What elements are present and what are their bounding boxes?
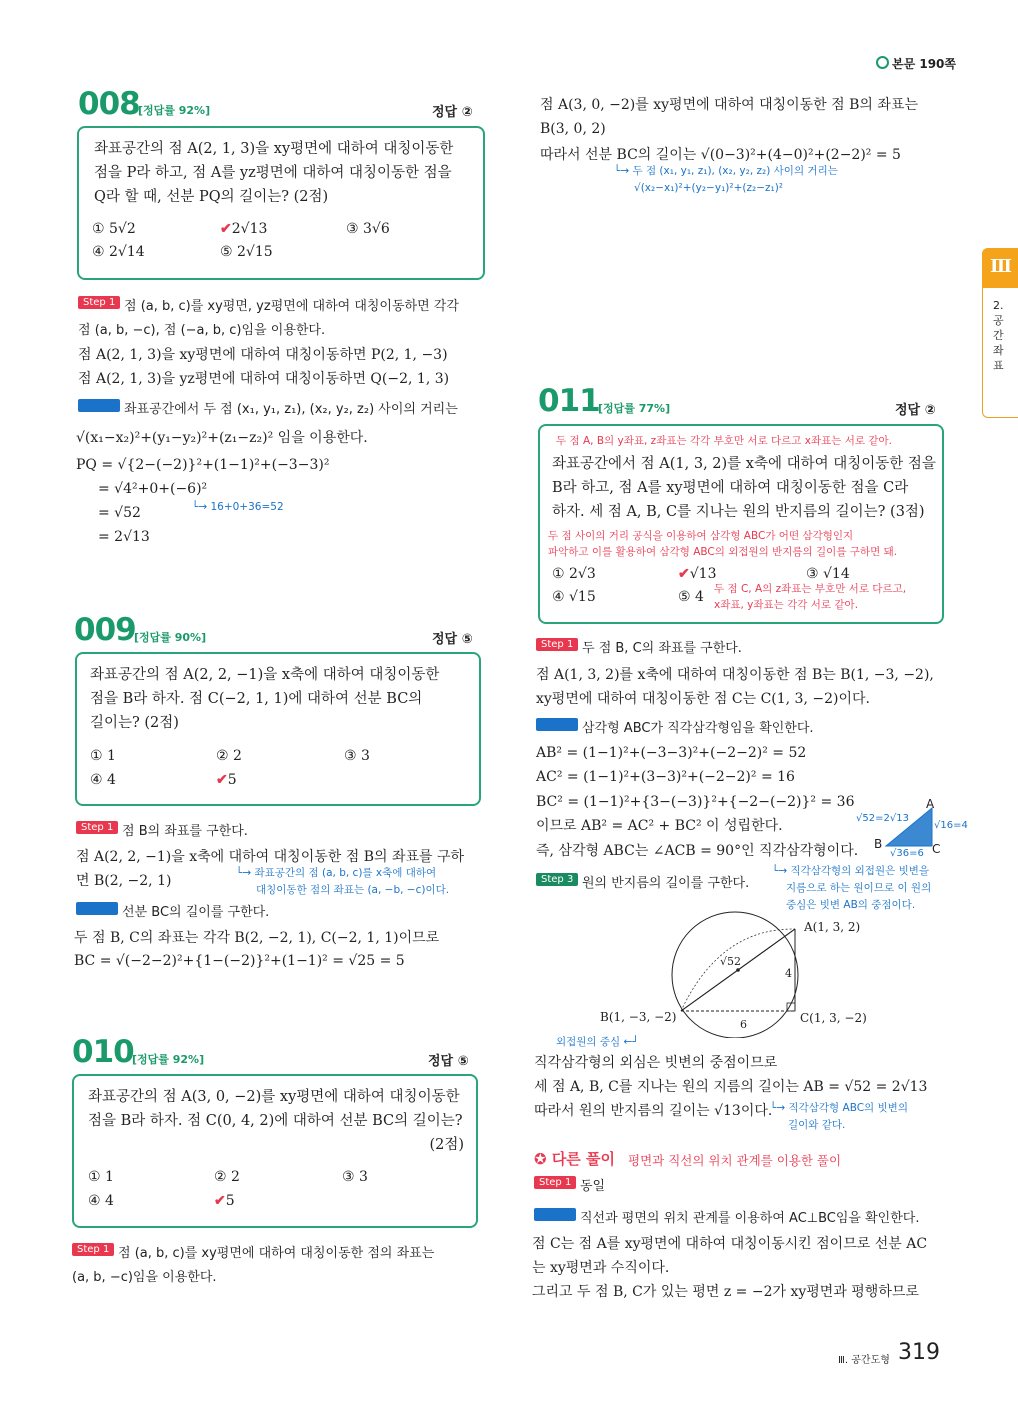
- choice-3[interactable]: ③ √14: [806, 566, 850, 582]
- point-b-label: B(1, −3, −2): [600, 1010, 677, 1024]
- choice-3[interactable]: ③ 3√6: [346, 221, 390, 237]
- choice-4[interactable]: ④ √15: [552, 589, 596, 605]
- side-label-ac: √16=4: [934, 820, 968, 831]
- choice-1[interactable]: ① 2√3: [552, 566, 596, 582]
- step-label: Step 1: [72, 1243, 114, 1256]
- side-label-bc: √36=6: [890, 848, 924, 859]
- circle-icon: [876, 56, 889, 69]
- solution-line: = 2√13: [98, 529, 150, 545]
- page-ref: 본문 190쪽: [876, 55, 956, 72]
- chapter-number: Ⅲ: [990, 256, 1012, 277]
- check-icon: ✔: [678, 566, 690, 582]
- solution-line: 따라서 선분 BC의 길이는 √(0−3)²+(4−0)²+(2−2)² = 5: [540, 147, 901, 163]
- step-title: 점 (a, b, c)를 xy평면에 대하여 대칭이동한 점의 좌표는: [118, 1246, 435, 1261]
- correct-rate: [정답률 90%]: [134, 631, 207, 644]
- side-note: 외접원의 중심 ←┘: [556, 1036, 639, 1048]
- step-label: Step 2: [76, 902, 118, 915]
- question-text: 좌표공간의 점 A(2, 2, −1)을 x축에 대하여 대칭이동한 점을 B라 하자. 점 C(−2, 1, 1)에 대하여 선분 BC의 길이는? (2점): [90, 667, 440, 731]
- solution-line: AC² = (1−1)²+(3−3)²+(−2−2)² = 16: [536, 769, 795, 785]
- step-title: 원의 반지름의 길이를 구한다.: [582, 876, 750, 891]
- side-label-ab: √52=2√13: [856, 813, 909, 824]
- check-icon: ✔: [214, 1193, 226, 1209]
- side-ab-label: √52: [720, 955, 742, 968]
- choice-5[interactable]: ⑤ 2√15: [220, 244, 273, 260]
- correct-rate: [정답률 92%]: [132, 1053, 205, 1066]
- choice-4[interactable]: ④ 4: [90, 772, 116, 788]
- choice-3[interactable]: ③ 3: [342, 1169, 368, 1185]
- answer: 정답 ②: [895, 403, 936, 418]
- solution-line: BC² = (1−1)²+{3−(−3)}²+{−2−(−2)}² = 36: [536, 794, 855, 810]
- step-label: Step 2: [534, 1208, 576, 1221]
- side-ac-label: 4: [785, 967, 792, 980]
- choice-2[interactable]: ✔√13: [678, 566, 717, 582]
- hint-note: 파악하고 이를 활용하여 삼각형 ABC의 외접원의 반지름의 길이를 구하면 돼.: [548, 546, 898, 558]
- alt-solution-title: ✪ 다른 풀이: [534, 1150, 615, 1168]
- question-text: 좌표공간의 점 A(3, 0, −2)를 xy평면에 대하여 대칭이동한 점을 B라 하자. 점 C(0, 4, 2)에 대하여 선분 BC의 길이는? (2점): [88, 1089, 464, 1153]
- side-note: 길이와 같다.: [788, 1119, 846, 1131]
- question-text: 좌표공간의 점 A(2, 1, 3)을 xy평면에 대하여 대칭이동한 점을 P라 하고, 점 A를 yz평면에 대하여 대칭이동한 점을 Q라 할 때, 선분 PQ의 길이는? (2점): [94, 141, 454, 205]
- step-title: 두 점 B, C의 좌표를 구한다.: [582, 641, 742, 656]
- step-label: Step 1: [76, 821, 118, 834]
- choice-3[interactable]: ③ 3: [344, 748, 370, 764]
- solution-line: 두 점 B, C의 좌표는 각각 B(2, −2, 1), C(−2, 1, 1)이므로: [74, 930, 440, 946]
- solution-line: PQ = √{2−(−2)}²+(1−1)²+(−3−3)²: [76, 457, 330, 473]
- solution-line: 즉, 삼각형 ABC는 ∠ACB = 90°인 직각삼각형이다.: [536, 843, 859, 859]
- side-bc-label: 6: [740, 1018, 747, 1031]
- solution-line: = √52: [98, 505, 141, 521]
- solution-line: BC = √(−2−2)²+{1−(−2)}²+(1−1)² = √25 = 5: [74, 953, 405, 969]
- solution-line: 점 A(2, 1, 3)을 xy평면에 대하여 대칭이동하면 P(2, 1, −3): [78, 347, 448, 363]
- choice-2[interactable]: ✔2√13: [220, 221, 268, 237]
- solution-line: 점 C는 점 A를 xy평면에 대하여 대칭이동시킨 점이므로 선분 AC: [532, 1236, 928, 1252]
- solution-line: xy평면에 대하여 대칭이동한 점 C는 C(1, 3, −2)이다.: [536, 691, 870, 707]
- choice-1[interactable]: ① 5√2: [92, 221, 136, 237]
- side-note: └→ 두 점 (x₁, y₁, z₁), (x₂, y₂, z₂) 사이의 거리는: [614, 165, 838, 177]
- choice-4[interactable]: ④ 4: [88, 1193, 114, 1209]
- correct-rate: [정답률 77%]: [598, 402, 671, 415]
- step-title-cont: (a, b, −c)임을 이용한다.: [72, 1270, 217, 1285]
- choice-5[interactable]: ⑤ 4: [678, 589, 704, 605]
- side-note: 지름으로 하는 원이므로 이 원의: [786, 882, 932, 894]
- section-label: 2. 공간좌표: [993, 299, 1004, 372]
- choice-1[interactable]: ① 1: [90, 748, 116, 764]
- solution-line: 면 B(2, −2, 1): [76, 873, 172, 889]
- step-label: Step 2: [78, 399, 120, 412]
- solution-line: 따라서 원의 반지름의 길이는 √13이다.: [534, 1103, 773, 1119]
- solution-line: 점 A(2, 1, 3)을 yz평면에 대하여 대칭이동하면 Q(−2, 1, 3): [78, 371, 450, 387]
- hint-note: 두 점 A, B의 y좌표, z좌표는 각각 부호만 서로 다르고 x좌표는 서로 같아.: [556, 435, 892, 447]
- solution-line: AB² = (1−1)²+(−3−3)²+(−2−2)² = 52: [536, 745, 807, 761]
- choice-2[interactable]: ② 2: [216, 748, 242, 764]
- hint-note: 두 점 사이의 거리 공식을 이용하여 삼각형 ABC가 어떤 삼각형인지: [548, 530, 854, 542]
- side-note: √(x₂−x₁)²+(y₂−y₁)²+(z₂−z₁)²: [634, 182, 784, 194]
- answer: 정답 ⑤: [428, 1054, 469, 1069]
- step-label: Step 2: [536, 718, 578, 731]
- solution-line: 점 A(1, 3, 2)를 x축에 대하여 대칭이동한 점 B는 B(1, −3, −2),: [536, 667, 934, 683]
- solution-line: B(3, 0, 2): [540, 121, 606, 137]
- side-note: 중심은 빗변 AB의 중점이다.: [786, 899, 916, 911]
- vertex-a: A: [926, 797, 935, 811]
- step-title: 선분 BC의 길이를 구한다.: [122, 905, 270, 920]
- solution-line: 세 점 A, B, C를 지나는 원의 지름의 길이는 AB = √52 = 2√13: [534, 1079, 928, 1095]
- vertex-c: C: [932, 842, 941, 856]
- choice-4[interactable]: ④ 2√14: [92, 244, 145, 260]
- step-title-cont: 점 (a, b, −c), 점 (−a, b, c)임을 이용한다.: [78, 323, 326, 338]
- side-note: └→ 좌표공간의 점 (a, b, c)를 x축에 대하여: [236, 867, 437, 879]
- choice-2[interactable]: ② 2: [214, 1169, 240, 1185]
- choice-5[interactable]: ✔5: [214, 1193, 235, 1209]
- step-title: 직선과 평면의 위치 관계를 이용하여 AC⊥BC임을 확인한다.: [580, 1211, 920, 1226]
- solution-line: 이므로 AB² = AC² + BC² 이 성립한다.: [536, 818, 783, 834]
- solution-line: 그리고 두 점 B, C가 있는 평면 z = −2가 xy평면과 평행하므로: [532, 1284, 919, 1300]
- footer-chapter: Ⅲ. 공간도형: [838, 1355, 890, 1366]
- side-note: └→ 직각삼각형 ABC의 빗변의: [770, 1102, 908, 1114]
- step-label: Step 1: [78, 296, 120, 309]
- page-number: 319: [898, 1340, 940, 1365]
- star-icon: ✪: [534, 1150, 547, 1168]
- solution-line: 는 xy평면과 수직이다.: [532, 1260, 670, 1276]
- answer: 정답 ②: [432, 105, 473, 120]
- solution-line: 점 A(2, 2, −1)을 x축에 대하여 대칭이동한 점 B의 좌표를 구하: [76, 849, 465, 865]
- vertex-b: B: [874, 837, 883, 851]
- step-label: Step 1: [534, 1176, 576, 1189]
- step-title: 동일: [580, 1179, 606, 1194]
- point-a-label: A(1, 3, 2): [804, 920, 861, 934]
- side-note: └→ 직각삼각형의 외접원은 빗변을: [772, 865, 930, 877]
- question-number: 011: [538, 383, 600, 419]
- alt-solution-sub: 평면과 직선의 위치 관계를 이용한 풀이: [628, 1153, 842, 1168]
- solution-line: 점 A(3, 0, −2)를 xy평면에 대하여 대칭이동한 점 B의 좌표는: [540, 97, 918, 113]
- point-c-label: C(1, 3, −2): [800, 1011, 867, 1025]
- check-icon: ✔: [216, 772, 228, 788]
- answer: 정답 ⑤: [432, 632, 473, 647]
- step-label: Step 1: [536, 638, 578, 651]
- choice-5[interactable]: ✔5: [216, 772, 237, 788]
- question-number: 009: [74, 612, 136, 648]
- step-label: Step 3: [536, 873, 578, 886]
- correct-rate: [정답률 92%]: [138, 104, 211, 117]
- step-title: 점 B의 좌표를 구한다.: [122, 824, 248, 839]
- hint-note: 두 점 C, A의 z좌표는 부호만 서로 다르고,: [714, 583, 907, 595]
- step-title: 좌표공간에서 두 점 (x₁, y₁, z₁), (x₂, y₂, z₂) 사이의 거리는: [124, 402, 458, 417]
- check-icon: ✔: [220, 221, 232, 237]
- hint-note: x좌표, y좌표는 각각 서로 같아.: [714, 599, 859, 611]
- choice-1[interactable]: ① 1: [88, 1169, 114, 1185]
- solution-line: 직각삼각형의 외심은 빗변의 중점이므로: [534, 1055, 778, 1071]
- question-number: 010: [72, 1034, 134, 1070]
- side-note: └→ 16+0+36=52: [192, 501, 284, 513]
- step-title: 점 (a, b, c)를 xy평면, yz평면에 대하여 대칭이동하면 각각: [124, 299, 459, 314]
- step-title: 삼각형 ABC가 직각삼각형임을 확인한다.: [582, 721, 814, 736]
- solution-line: √(x₁−x₂)²+(y₁−y₂)²+(z₁−z₂)² 임을 이용한다.: [76, 430, 368, 446]
- side-note: 대칭이동한 점의 좌표는 (a, −b, −c)이다.: [256, 884, 450, 896]
- solution-line: = √4²+0+(−6)²: [98, 481, 208, 497]
- question-text: 좌표공간에서 점 A(1, 3, 2)를 x축에 대하여 대칭이동한 점을 B라 하고, 점 A를 xy평면에 대하여 대칭이동한 점을 C라 하자. 세 점 A, B, C를 지나는 원의 반지름의 길이는? (3점): [552, 456, 936, 520]
- question-number: 008: [78, 86, 140, 122]
